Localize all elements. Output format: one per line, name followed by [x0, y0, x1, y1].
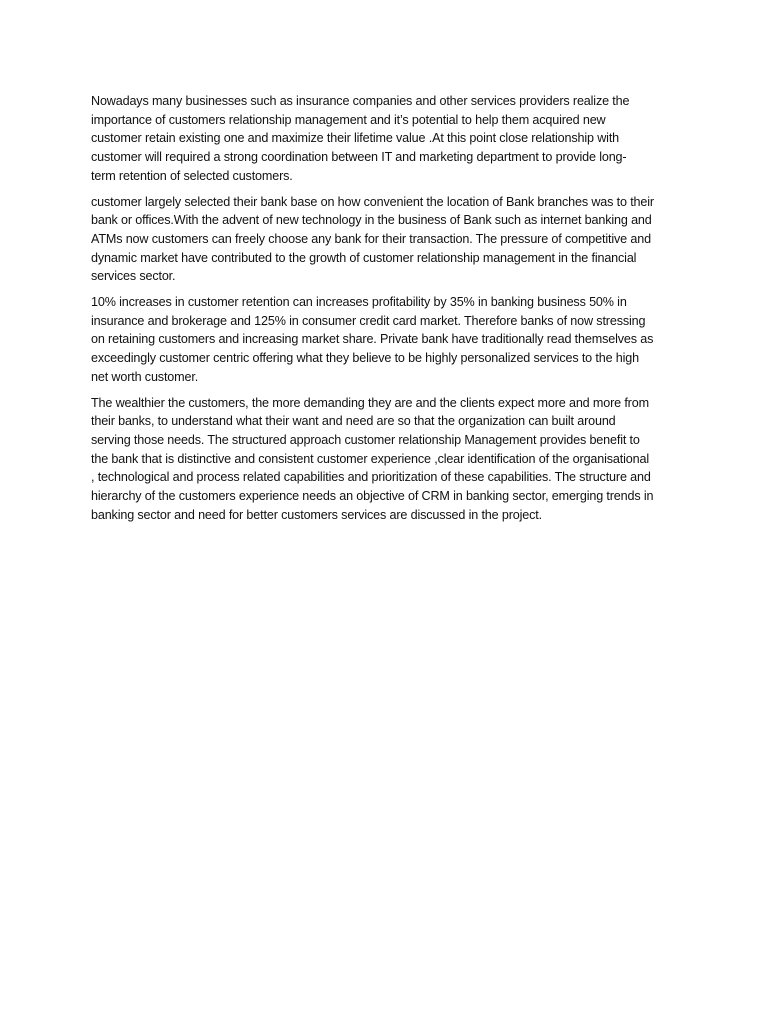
paragraph-wealthier-customers: The wealthier the customers, the more demanding they are and the clients expect more and more from their banks, to understand what their want and need are so that the organization can built around serving those needs. The structured approach customer relationship Management provides benefit to the bank that is distinctive and consistent customer experience ,clear identification of the organisational , technological and process related capabilities and prioritization of these capabilities. The structure and hierarchy of the customers experience needs an objective of CRM in banking sector, emerging trends in banking sector and need for better customers services are discussed in the project.: [91, 395, 654, 522]
paragraph-bank-selection: customer largely selected their bank base on how convenient the location of Bank branches was to their bank or offices.With the advent of new technology in the business of Bank such as internet banking and ATMs now customers can freely choose any bank for their transaction. The pressure of competitive and dynamic market have contributed to the growth of customer relationship management in the financial services sector.: [91, 194, 654, 284]
paragraph-crm-importance: Nowadays many businesses such as insurance companies and other services providers realize the importance of customers relationship management and it’s potential to help them acquired new customer retain existing one and maximize their lifetime value .At this point close relationship with customer will required a strong coordination between IT and marketing department to provide long- term retention of selected customers.: [91, 94, 630, 183]
document-body: [91, 92, 681, 531]
paragraph-customer-retention: 10% increases in customer retention can increases profitability by 35% in banking business 50% in insurance and brokerage and 125% in consumer credit card market. Therefore banks of now stressing on retaining customers and increasing market share. Private bank have traditionally read themselves as exceedingly customer centric offering what they believe to be highly personalized services to the high net worth customer.: [91, 295, 654, 384]
